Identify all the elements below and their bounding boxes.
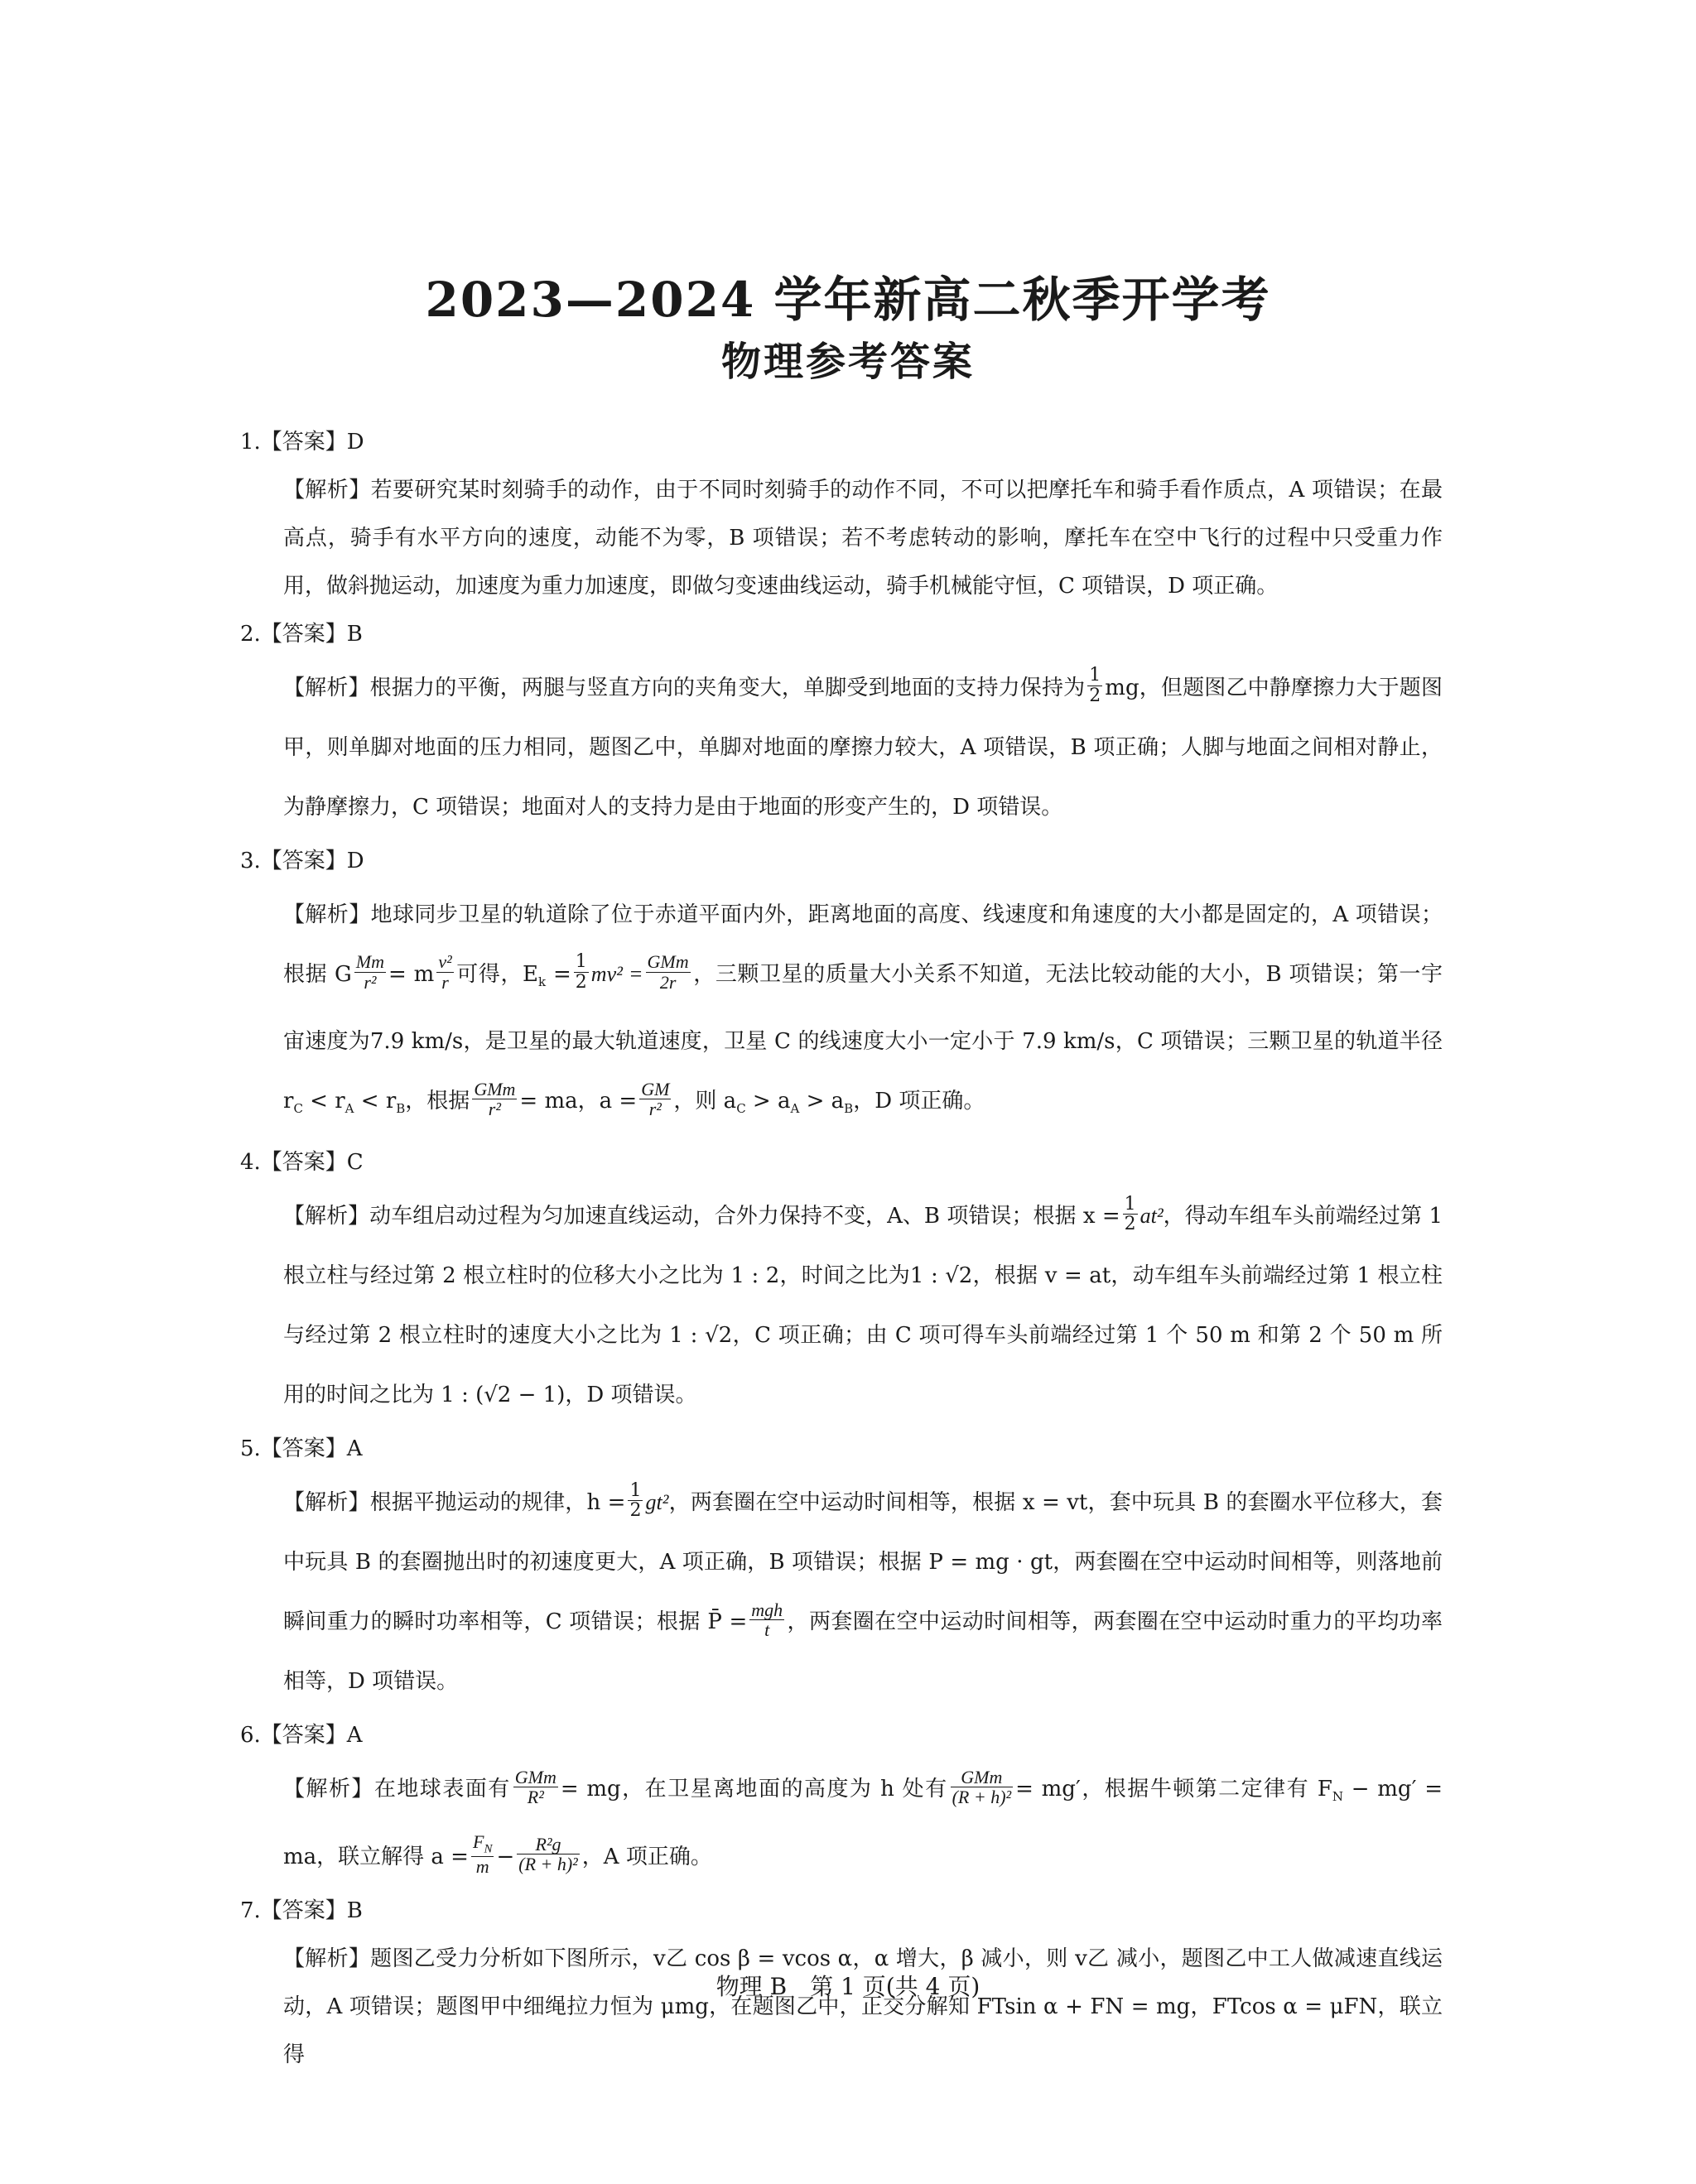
explanation-text: = mg′，根据牛顿第二定律有 F [1015,1777,1332,1802]
fraction: $\frac{\text{GMm}}{\text{(R + h)²}}$ [952,1766,1012,1807]
answer-content [240,418,1443,2079]
fraction: $\frac{1}{2}$ [575,951,587,993]
explanation-text: 【解析】动车组启动过程为匀加速直线运动，合外力保持不变，A、B 项错误；根据 x = [283,1204,1120,1229]
explanation-text: 【解析】在地球表面有 [283,1777,511,1802]
fraction: $\frac{\text{mgh}}{t}$ [751,1599,783,1640]
explanation: 【解析】若要研究某时刻骑手的动作，由于不同时刻骑手的动作不同，不可以把摩托车和骑手看作质点，A 项错误；在最高点，骑手有水平方向的速度，动能不为零，B 项错误；若不考虑转动的影响，摩托车在空中飞行的过程中只受重力作用，做斜抛运动，加速度为重力加速度，即做匀变速曲线运动，骑手机械能守恒，C 项错误，D 项正确。 [283,478,1443,599]
page-footer: 物理 B 第 1 页(共 4 页) [716,1973,980,2000]
fraction: $\frac{GM}{\text{r²}}$ [641,1078,670,1119]
explanation-text: − mg′ = ma，联立解得 a = [283,1777,1443,1869]
explanation: 【解析】题图乙受力分析如下图所示，v乙 cos β = vcos α，α 增大，β 减小，则 v乙 减小，题图乙中工人做减速直线运动，A 项错误；题图甲中细绳拉力恒为 μmg，在题图乙中，正交分解知 FTsin α + FN = mg，FTcos α = μFN，联立得 [283,1946,1443,2067]
fraction: $\frac{1}{2}$ [1124,1193,1136,1234]
fraction: $\frac{Mm}{\text{r²}}$ [355,951,385,993]
explanation: 【解析】地球同步卫星的轨道除了位于赤道平面内外，距离地面的高度、线速度和角速度的大小都是固定的，A 项错误；根据 G $\frac{Mm}{\text{r²}}$ = m $\frac{\text{v²}}{r}$ 可得，$E_k$ = $\frac{1}{2}$ mv² = $\frac{\text{GMm}}{2r}$ ，三颗卫星的质量大小关系不知道，无法比较动能的大小，B 项错误；第一宇宙速度为7.9 km/s，是卫星的最大轨道速度，卫星 C 的线速度大小一定小于 7.9 km/s，C 项错误；三颗卫星的轨道半径 $r_C < r_A < r_B$，根据 $\frac{\text{GMm}}{\text{r²}}$ = ma，a = $\frac{GM}{\text{r²}}$ ，则 $a_C > a_A > a_B$，D 项正确。 [283,902,1443,1119]
explanation-text: 【解析】根据平抛运动的规律，h = [283,1490,626,1516]
explanation [240,658,1443,837]
explanation-text: mg，但题图乙中静摩擦力大于题图甲，则单脚对地面的压力相同，题图乙中，单脚对地面的摩擦力较大，A 项错误，B 项正确；人脚与地面之间相对静止，为静摩擦力，C 项错误；地面对人的支持力是由于地面的形变产生的，D 项错误。 [283,676,1443,820]
explanation-text: 可得，E [455,962,539,987]
answer-line: 3.【答案】D [240,849,364,873]
answer-line: 5.【答案】A [240,1436,363,1462]
answer-line: 7.【答案】B [240,1898,363,1923]
explanation: 【解析】在地球表面有 $\frac{\text{GMm}}{\text{R²}}$ = mg，在卫星离地面的高度为 h 处有 $\frac{\text{GMm}}{\text{(R + h)²}}$ = mg′，根据牛顿第二定律有 $F_N - mg'$ = ma，联立解得 a = $\frac{F_N}{m}$ − $\frac{\text{R²g}}{\text{(R + h)²}}$ ，A 项正确。 [283,1766,1443,1878]
explanation-text: ，两套圈在空中运动时间相等，两套圈在空中运动时重力的平均功率相等，D 项错误。 [283,1609,1443,1695]
answer-line: 1.【答案】D [240,430,364,455]
question-3 [240,837,1443,1138]
question-1 [240,418,1443,610]
explanation-text: 【解析】地球同步卫星的轨道除了位于赤道平面内外，距离地面的高度、线速度和角速度的大小都是固定的，A 项错误；根据 G [283,902,1443,987]
explanation: 【解析】动车组启动过程为匀加速直线运动，合外力保持不变，A、B 项错误；根据 x = $\frac{1}{2}$ at²，得动车组车头前端经过第 1 根立柱与经过第 2 根立柱时的位移大小之比为 1 : 2，时间之比为1 : √2，根据 v = at，动车组车头前端经过第 1 根立柱与经过第 2 根立柱时的速度大小之比为 1 : √2，C 项正确；由 C 项可得车头前端经过第 1 个 50 m 和第 2 个 50 m 所用的时间之比为 1 : (√2 − 1)，D 项错误。 [283,1193,1443,1408]
fraction: $\frac{F_N}{m}$ [472,1830,493,1878]
fraction: $\frac{1}{2}$ [629,1479,642,1521]
fraction: $\frac{\text{v²}}{r}$ [438,951,452,993]
explanation-text: ，两套圈在空中运动时间相等，根据 x = vt，套中玩具 B 的套圈水平位移大，套中玩具 B 的套圈抛出时的初速度更大，A 项正确，B 项错误；根据 P = mg · gt，两套圈在空中运动时间相等，则落地前瞬间重力的瞬时功率相等，C 项错误；根据 P̄ = [283,1490,1443,1635]
question-6 [240,1711,1443,1886]
question-5 [240,1425,1443,1711]
fraction: $\frac{\text{GMm}}{\text{R²}}$ [514,1766,556,1807]
page-subtitle: 物理参考答案 [720,339,975,385]
answer-line: 6.【答案】A [240,1723,363,1749]
explanation-text: 【解析】根据力的平衡，两腿与竖直方向的夹角变大，单脚受到地面的支持力保持为 [283,676,1086,700]
explanation: 【解析】根据平抛运动的规律，h = $\frac{1}{2}$ gt²，两套圈在空中运动时间相等，根据 x = vt，套中玩具 B 的套圈水平位移大，套中玩具 B 的套圈抛出时的初速度更大，A 项正确，B 项错误；根据 P = mg · gt，两套圈在空中运动时间相等，则落地前瞬间重力的瞬时功率相等，C 项错误；根据 P̄ = $\frac{\text{mgh}}{t}$ ，两套圈在空中运动时间相等，两套圈在空中运动时重力的平均功率相等，D 项错误。 [283,1479,1443,1695]
fraction: $\frac{\text{R²g}}{\text{(R + h)²}}$ [518,1833,578,1875]
explanation-text: = mg，在卫星离地面的高度为 h 处有 [560,1777,948,1802]
explanation-text: ，得动车组车头前端经过第 1 根立柱与经过第 2 根立柱时的位移大小之比为 1 : 2，时间之比为1 : √2，根据 v = at，动车组车头前端经过第 1 根立柱与经过第 2 根立柱时的速度大小之比为 1 : √2，C 项正确；由 C 项可得车头前端经过第 1 个 50 m 和第 2 个 50 m 所用的时间之比为 1 : (√2 − 1)，D 项错误。 [283,1204,1443,1408]
page-title: 2023—2024 学年新高二秋季开学考 [425,272,1271,328]
answer-line: 2.【答案】B [240,622,363,647]
question-2 [240,610,1443,837]
answer-line: 4.【答案】C [240,1150,364,1176]
question-4 [240,1138,1443,1425]
fraction: $\frac{\text{GMm}}{\text{r²}}$ [474,1078,516,1119]
fraction: $\frac{\text{GMm}}{2r}$ [647,951,689,993]
explanation-text: ，三颗卫星的质量大小关系不知道，无法比较动能的大小，B 项错误；第一宇宙速度为7.9 km/s，是卫星的最大轨道速度，卫星 C 的线速度大小一定小于 7.9 km/s，C 项错误；三颗卫星的轨道半径 r [283,962,1443,1114]
fraction: $\frac{1}{2}$ [1089,665,1101,706]
